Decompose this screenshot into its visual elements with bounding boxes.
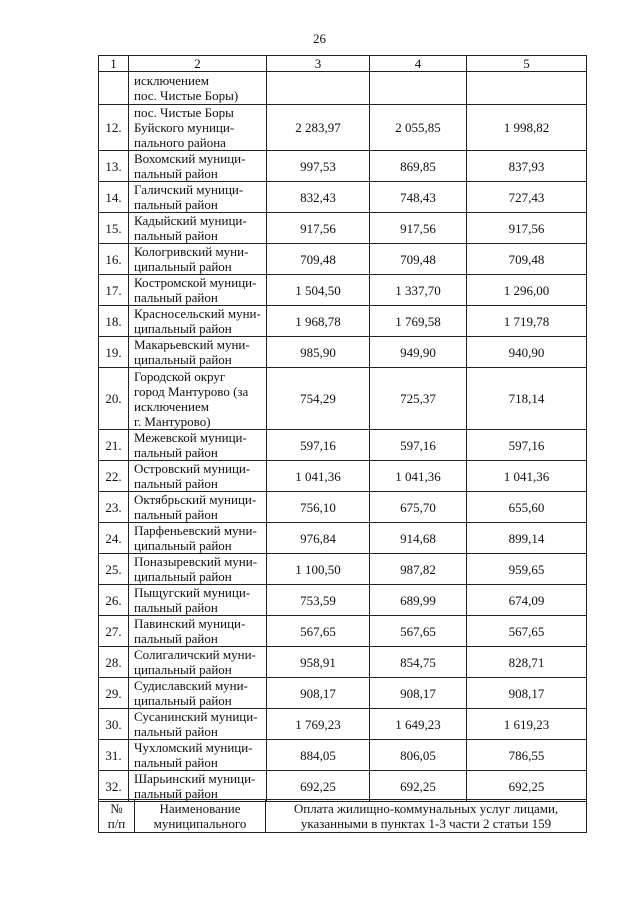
header-name-cell <box>135 800 266 833</box>
row-number-cell: 21. <box>99 430 129 461</box>
page-number: 26 <box>313 31 326 46</box>
column-number-1: 1 <box>99 56 129 72</box>
table-row <box>99 523 587 554</box>
name-line: Парфеньевский муни- <box>134 523 257 538</box>
table-row <box>99 616 587 647</box>
table-row <box>99 368 587 430</box>
name-line: ципальный район <box>134 693 232 708</box>
value-col4-cell: 689,99 <box>370 585 467 616</box>
row-number-cell: 26. <box>99 585 129 616</box>
column-number-4: 4 <box>370 56 467 72</box>
name-line: пальный район <box>134 600 218 615</box>
name-line: ципальный район <box>134 538 232 553</box>
value-col3-cell: 917,56 <box>267 213 370 244</box>
name-line: пальный район <box>134 755 218 770</box>
value-col5-cell: 1 719,78 <box>467 306 587 337</box>
name-line: ципальный район <box>134 569 232 584</box>
value-col3-cell: 958,91 <box>267 647 370 678</box>
value-col3-cell: 709,48 <box>267 244 370 275</box>
row-number-cell: 13. <box>99 151 129 182</box>
value-col3-cell: 976,84 <box>267 523 370 554</box>
row-number-cell <box>99 72 129 105</box>
value-col5-cell <box>467 72 587 105</box>
value-col5-cell: 1 619,23 <box>467 709 587 740</box>
value-col4-cell: 1 337,70 <box>370 275 467 306</box>
header-line: п/п <box>107 816 126 831</box>
value-col5-cell: 1 296,00 <box>467 275 587 306</box>
municipality-name-cell <box>129 523 267 554</box>
table-row <box>99 647 587 678</box>
name-line: Вохомский муници- <box>134 151 246 166</box>
municipality-name-cell <box>129 368 267 430</box>
name-line: Павинский муници- <box>134 616 246 631</box>
name-line: пальный район <box>134 507 218 522</box>
name-line: пальный район <box>134 631 218 646</box>
name-line: Городской округ <box>134 368 226 384</box>
row-number-cell: 32. <box>99 771 129 802</box>
value-col5-cell: 709,48 <box>467 244 587 275</box>
name-line: ципальный район <box>134 352 232 367</box>
header-number-cell <box>99 800 135 833</box>
name-line: город Мантурово (за <box>134 383 249 399</box>
row-number-cell: 29. <box>99 678 129 709</box>
row-number-cell: 12. <box>99 105 129 151</box>
table-row <box>99 306 587 337</box>
name-line: пальный район <box>134 197 218 212</box>
table-row <box>99 105 587 151</box>
value-col4-cell: 2 055,85 <box>370 105 467 151</box>
table-row <box>99 182 587 213</box>
value-col3-cell: 884,05 <box>267 740 370 771</box>
name-line: Чухломский муници- <box>134 740 253 755</box>
row-number-cell: 30. <box>99 709 129 740</box>
row-number-cell: 25. <box>99 554 129 585</box>
value-col3-cell: 1 769,23 <box>267 709 370 740</box>
value-col5-cell: 837,93 <box>467 151 587 182</box>
table-row <box>99 585 587 616</box>
name-line: Поназыревский муни- <box>134 554 258 569</box>
name-line: пос. Чистые Боры <box>134 105 234 120</box>
row-number-cell: 31. <box>99 740 129 771</box>
value-col5-cell: 692,25 <box>467 771 587 802</box>
table-row <box>99 492 587 523</box>
header-line: № <box>110 801 123 816</box>
column-number-5: 5 <box>467 56 587 72</box>
municipality-name-cell <box>129 337 267 368</box>
name-line: Островский муници- <box>134 461 251 476</box>
row-number-cell: 22. <box>99 461 129 492</box>
table-row <box>99 709 587 740</box>
name-line: Солигаличский муни- <box>134 647 256 662</box>
value-col5-cell: 828,71 <box>467 647 587 678</box>
value-col5-cell: 940,90 <box>467 337 587 368</box>
name-line: Буйского муници- <box>134 120 235 135</box>
name-line: ципальный район <box>134 321 232 336</box>
value-col3-cell: 1 100,50 <box>267 554 370 585</box>
value-col4-cell: 748,43 <box>370 182 467 213</box>
municipality-name-cell <box>129 709 267 740</box>
table-row <box>99 275 587 306</box>
municipality-name-cell <box>129 306 267 337</box>
municipality-name-cell <box>129 105 267 151</box>
name-line: Межевской муници- <box>134 430 247 445</box>
municipality-name-cell <box>129 554 267 585</box>
municipality-name-cell <box>129 244 267 275</box>
value-col4-cell: 987,82 <box>370 554 467 585</box>
value-col5-cell: 567,65 <box>467 616 587 647</box>
name-line: Кадыйский муници- <box>134 213 247 228</box>
municipality-name-cell <box>129 461 267 492</box>
table-row <box>99 554 587 585</box>
municipality-name-cell <box>129 182 267 213</box>
name-line: Макарьевский муни- <box>134 337 250 352</box>
municipality-name-cell <box>129 678 267 709</box>
value-col4-cell: 949,90 <box>370 337 467 368</box>
table-row <box>99 430 587 461</box>
name-line: пос. Чистые Боры) <box>134 88 239 103</box>
value-col5-cell: 718,14 <box>467 368 587 430</box>
name-line: пального района <box>134 135 226 150</box>
value-col4-cell: 709,48 <box>370 244 467 275</box>
municipality-name-cell <box>129 430 267 461</box>
value-col5-cell: 727,43 <box>467 182 587 213</box>
name-line: пальный район <box>134 476 218 491</box>
name-line: Галичский муници- <box>134 182 244 197</box>
municipality-name-cell <box>129 585 267 616</box>
name-line: Красносельский муни- <box>134 306 261 321</box>
value-col4-cell: 854,75 <box>370 647 467 678</box>
municipality-name-cell <box>129 275 267 306</box>
name-line: Шарьинский муници- <box>134 771 256 786</box>
value-col4-cell: 917,56 <box>370 213 467 244</box>
value-col5-cell: 908,17 <box>467 678 587 709</box>
row-number-cell: 20. <box>99 368 129 430</box>
value-col3-cell: 754,29 <box>267 368 370 430</box>
column-number-row <box>99 56 587 72</box>
column-number-2: 2 <box>129 56 267 72</box>
data-table <box>98 55 587 802</box>
value-col4-cell: 567,65 <box>370 616 467 647</box>
value-col3-cell <box>267 72 370 105</box>
municipality-name-cell <box>129 740 267 771</box>
column-number-3: 3 <box>267 56 370 72</box>
value-col3-cell: 1 041,36 <box>267 461 370 492</box>
value-col5-cell: 655,60 <box>467 492 587 523</box>
table-row <box>99 461 587 492</box>
value-col5-cell: 674,09 <box>467 585 587 616</box>
table-row <box>99 771 587 802</box>
table-row <box>99 740 587 771</box>
row-number-cell: 16. <box>99 244 129 275</box>
table-row <box>99 244 587 275</box>
table-row <box>99 678 587 709</box>
value-col4-cell: 1 649,23 <box>370 709 467 740</box>
header-row <box>99 800 587 833</box>
name-line: ципальный район <box>134 259 232 274</box>
row-number-cell: 14. <box>99 182 129 213</box>
value-col3-cell: 692,25 <box>267 771 370 802</box>
name-line: пальный район <box>134 724 218 739</box>
value-col3-cell: 997,53 <box>267 151 370 182</box>
municipality-name-cell <box>129 492 267 523</box>
value-col3-cell: 832,43 <box>267 182 370 213</box>
value-col3-cell: 908,17 <box>267 678 370 709</box>
row-number-cell: 28. <box>99 647 129 678</box>
value-col5-cell: 1 041,36 <box>467 461 587 492</box>
value-col3-cell: 567,65 <box>267 616 370 647</box>
continuation-row <box>99 72 587 105</box>
header-line: Наименование <box>159 801 241 816</box>
name-line: Пыщугский муници- <box>134 585 251 600</box>
municipality-name-cell <box>129 616 267 647</box>
name-line: пальный район <box>134 166 218 181</box>
name-line: пальный район <box>134 445 218 460</box>
name-line: г. Мантурово) <box>134 413 211 429</box>
value-col3-cell: 985,90 <box>267 337 370 368</box>
value-col5-cell: 899,14 <box>467 523 587 554</box>
row-number-cell: 24. <box>99 523 129 554</box>
municipality-name-cell <box>129 771 267 802</box>
name-line: Октябрьский муници- <box>134 492 257 507</box>
value-col5-cell: 786,55 <box>467 740 587 771</box>
municipality-name-cell <box>129 213 267 244</box>
municipality-name-cell <box>129 72 267 105</box>
row-number-cell: 19. <box>99 337 129 368</box>
value-col3-cell: 2 283,97 <box>267 105 370 151</box>
municipality-name-cell <box>129 647 267 678</box>
row-number-cell: 15. <box>99 213 129 244</box>
row-number-cell: 18. <box>99 306 129 337</box>
value-col4-cell: 1 041,36 <box>370 461 467 492</box>
value-col4-cell: 908,17 <box>370 678 467 709</box>
header-line: указанными в пунктах 1-3 части 2 статьи 159 <box>300 816 552 831</box>
value-col4-cell: 806,05 <box>370 740 467 771</box>
name-line: Кологривский муни- <box>134 244 249 259</box>
table-row <box>99 151 587 182</box>
value-col4-cell: 869,85 <box>370 151 467 182</box>
value-col4-cell: 914,68 <box>370 523 467 554</box>
value-col4-cell <box>370 72 467 105</box>
name-line: исключением <box>134 398 209 414</box>
name-line: пальный район <box>134 786 218 801</box>
value-col3-cell: 1 504,50 <box>267 275 370 306</box>
row-number-cell: 17. <box>99 275 129 306</box>
next-table-header <box>98 799 587 833</box>
table-row <box>99 337 587 368</box>
value-col5-cell: 959,65 <box>467 554 587 585</box>
value-col3-cell: 1 968,78 <box>267 306 370 337</box>
header-line: муниципального <box>153 816 247 831</box>
header-payment-cell <box>266 800 587 833</box>
value-col5-cell: 597,16 <box>467 430 587 461</box>
table-row <box>99 213 587 244</box>
value-col4-cell: 692,25 <box>370 771 467 802</box>
name-line: пальный район <box>134 228 218 243</box>
value-col5-cell: 917,56 <box>467 213 587 244</box>
table-body <box>99 56 587 802</box>
value-col4-cell: 597,16 <box>370 430 467 461</box>
name-line: пальный район <box>134 290 218 305</box>
value-col3-cell: 756,10 <box>267 492 370 523</box>
value-col3-cell: 753,59 <box>267 585 370 616</box>
municipality-name-cell <box>129 151 267 182</box>
value-col4-cell: 725,37 <box>370 368 467 430</box>
row-number-cell: 23. <box>99 492 129 523</box>
value-col3-cell: 597,16 <box>267 430 370 461</box>
header-line: Оплата жилищно-коммунальных услуг лицами, <box>293 801 559 816</box>
name-line: Судиславский муни- <box>134 678 248 693</box>
name-line: исключением <box>134 73 209 88</box>
name-line: Сусанинский муници- <box>134 709 258 724</box>
value-col4-cell: 1 769,58 <box>370 306 467 337</box>
name-line: ципальный район <box>134 662 232 677</box>
value-col5-cell: 1 998,82 <box>467 105 587 151</box>
name-line: Костромской муници- <box>134 275 257 290</box>
value-col4-cell: 675,70 <box>370 492 467 523</box>
row-number-cell: 27. <box>99 616 129 647</box>
